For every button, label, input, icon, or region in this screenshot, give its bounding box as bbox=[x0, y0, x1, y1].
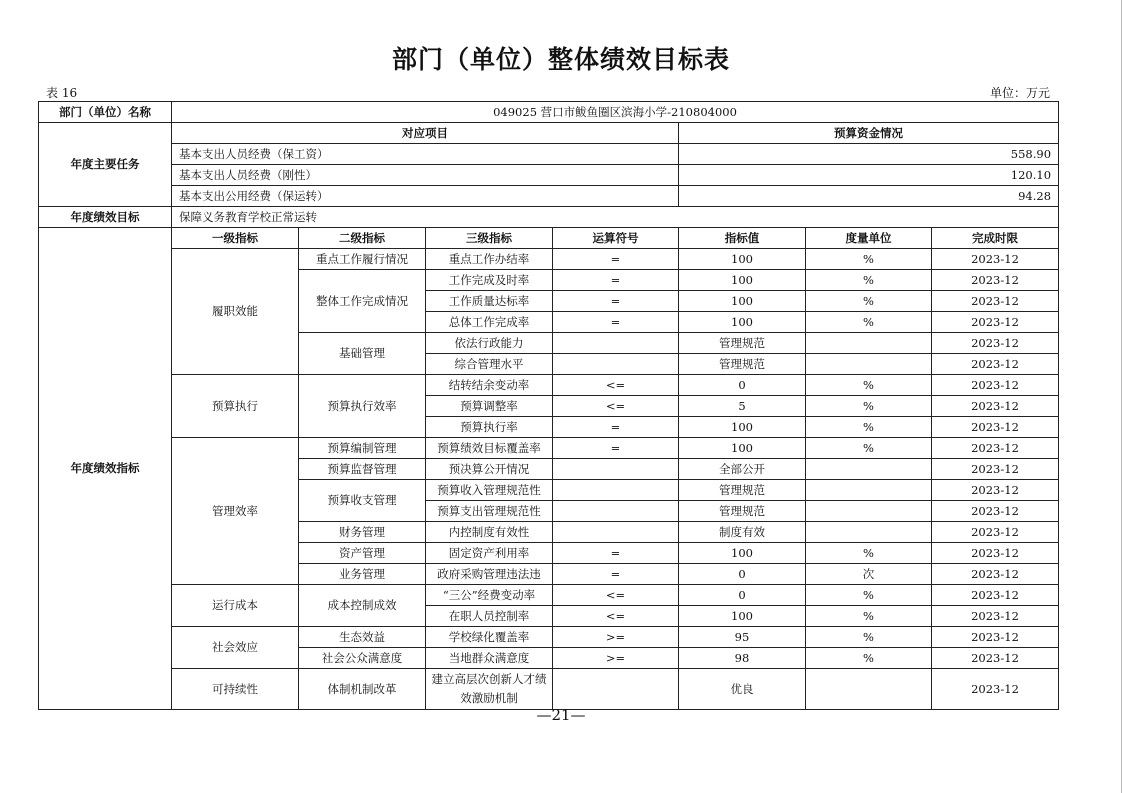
level2-cell: 预算监督管理 bbox=[299, 459, 426, 480]
level2-cell: 社会公众满意度 bbox=[299, 648, 426, 669]
level2-cell: 重点工作履行情况 bbox=[299, 249, 426, 270]
deadline-cell: 2023-12 bbox=[932, 459, 1059, 480]
goal-row bbox=[39, 207, 1059, 228]
page-title: 部门（单位）整体绩效目标表 bbox=[391, 45, 730, 74]
indicator-row bbox=[39, 669, 1059, 710]
level3-cell: 固定资产利用率 bbox=[426, 543, 553, 564]
value-cell: 100 bbox=[679, 249, 806, 270]
operator-cell bbox=[553, 669, 679, 710]
level2-cell: 资产管理 bbox=[299, 543, 426, 564]
deadline-cell: 2023-12 bbox=[932, 438, 1059, 459]
level3-cell: 预算执行率 bbox=[426, 417, 553, 438]
level2-cell: 预算编制管理 bbox=[299, 438, 426, 459]
level1-cell: 管理效率 bbox=[172, 438, 299, 585]
tasks-label: 年度主要任务 bbox=[39, 123, 172, 207]
unit-cell bbox=[806, 501, 932, 522]
level3-cell: “三公”经费变动率 bbox=[426, 585, 553, 606]
task-row bbox=[39, 144, 1059, 165]
level3-cell: 工作质量达标率 bbox=[426, 291, 553, 312]
value-cell: 100 bbox=[679, 291, 806, 312]
indicator-row bbox=[39, 375, 1059, 396]
task-amount: 120.10 bbox=[679, 165, 1059, 186]
unit-cell bbox=[806, 669, 932, 710]
deadline-cell: 2023-12 bbox=[932, 333, 1059, 354]
operator-cell: = bbox=[553, 291, 679, 312]
unit-cell bbox=[806, 333, 932, 354]
deadline-cell: 2023-12 bbox=[932, 270, 1059, 291]
unit-cell bbox=[806, 354, 932, 375]
deadline-cell: 2023-12 bbox=[932, 312, 1059, 333]
value-cell: 全部公开 bbox=[679, 459, 806, 480]
unit-cell: % bbox=[806, 438, 932, 459]
performance-table bbox=[38, 101, 1059, 710]
deadline-cell: 2023-12 bbox=[932, 564, 1059, 585]
indicator-row bbox=[39, 627, 1059, 648]
task-row bbox=[39, 165, 1059, 186]
indicators-label: 年度绩效指标 bbox=[39, 228, 172, 710]
unit-cell: % bbox=[806, 585, 932, 606]
unit-cell: % bbox=[806, 249, 932, 270]
deadline-cell: 2023-12 bbox=[932, 375, 1059, 396]
operator-cell: <= bbox=[553, 396, 679, 417]
level3-cell: 建立高层次创新人才绩效激励机制 bbox=[426, 669, 553, 710]
value-cell: 100 bbox=[679, 312, 806, 333]
value-cell: 98 bbox=[679, 648, 806, 669]
operator-cell: = bbox=[553, 249, 679, 270]
level2-cell: 基础管理 bbox=[299, 333, 426, 375]
level3-cell: 重点工作办结率 bbox=[426, 249, 553, 270]
unit-cell: % bbox=[806, 270, 932, 291]
value-cell: 100 bbox=[679, 417, 806, 438]
deadline-cell: 2023-12 bbox=[932, 648, 1059, 669]
operator-cell: = bbox=[553, 564, 679, 585]
deadline-cell: 2023-12 bbox=[932, 606, 1059, 627]
dept-value: 049025 营口市鲅鱼圈区滨海小学-210804000 bbox=[172, 102, 1059, 123]
unit-cell bbox=[806, 522, 932, 543]
task-row bbox=[39, 186, 1059, 207]
value-cell: 0 bbox=[679, 375, 806, 396]
operator-cell bbox=[553, 459, 679, 480]
task-item: 基本支出人员经费（刚性） bbox=[172, 165, 679, 186]
deadline-cell: 2023-12 bbox=[932, 249, 1059, 270]
value-cell: 100 bbox=[679, 438, 806, 459]
level3-cell: 预算支出管理规范性 bbox=[426, 501, 553, 522]
unit-cell: % bbox=[806, 543, 932, 564]
unit-cell: % bbox=[806, 291, 932, 312]
operator-cell: <= bbox=[553, 606, 679, 627]
unit-cell: % bbox=[806, 648, 932, 669]
level2-cell: 体制机制改革 bbox=[299, 669, 426, 710]
table-number: 表 16 bbox=[46, 86, 78, 100]
tasks-header-row bbox=[39, 123, 1059, 144]
indicator-row bbox=[39, 585, 1059, 606]
deadline-cell: 2023-12 bbox=[932, 354, 1059, 375]
level2-cell: 成本控制成效 bbox=[299, 585, 426, 627]
deadline-cell: 2023-12 bbox=[932, 480, 1059, 501]
level3-cell: 预算调整率 bbox=[426, 396, 553, 417]
level3-cell: 学校绿化覆盖率 bbox=[426, 627, 553, 648]
value-cell: 100 bbox=[679, 606, 806, 627]
level3-cell: 综合管理水平 bbox=[426, 354, 553, 375]
col-value: 指标值 bbox=[679, 228, 806, 249]
unit-cell: % bbox=[806, 375, 932, 396]
col-operator: 运算符号 bbox=[553, 228, 679, 249]
level2-cell: 财务管理 bbox=[299, 522, 426, 543]
unit-cell bbox=[806, 459, 932, 480]
col-unit: 度量单位 bbox=[806, 228, 932, 249]
level2-cell: 业务管理 bbox=[299, 564, 426, 585]
value-cell: 优良 bbox=[679, 669, 806, 710]
operator-cell: = bbox=[553, 543, 679, 564]
col-deadline: 完成时限 bbox=[932, 228, 1059, 249]
level3-cell: 内控制度有效性 bbox=[426, 522, 553, 543]
operator-cell: = bbox=[553, 438, 679, 459]
deadline-cell: 2023-12 bbox=[932, 396, 1059, 417]
unit-cell: 次 bbox=[806, 564, 932, 585]
col-level1: 一级指标 bbox=[172, 228, 299, 249]
level1-cell: 预算执行 bbox=[172, 375, 299, 438]
value-cell: 100 bbox=[679, 543, 806, 564]
deadline-cell: 2023-12 bbox=[932, 669, 1059, 710]
level3-cell: 预算收入管理规范性 bbox=[426, 480, 553, 501]
level3-cell: 预决算公开情况 bbox=[426, 459, 553, 480]
operator-cell bbox=[553, 480, 679, 501]
goal-label: 年度绩效目标 bbox=[39, 207, 172, 228]
operator-cell: <= bbox=[553, 375, 679, 396]
unit-cell: % bbox=[806, 627, 932, 648]
level2-cell: 生态效益 bbox=[299, 627, 426, 648]
value-cell: 0 bbox=[679, 585, 806, 606]
level1-cell: 可持续性 bbox=[172, 669, 299, 710]
value-cell: 管理规范 bbox=[679, 333, 806, 354]
page-number: —21— bbox=[536, 706, 586, 724]
deadline-cell: 2023-12 bbox=[932, 501, 1059, 522]
operator-cell: = bbox=[553, 270, 679, 291]
deadline-cell: 2023-12 bbox=[932, 585, 1059, 606]
operator-cell: <= bbox=[553, 585, 679, 606]
tasks-col-item: 对应项目 bbox=[172, 123, 679, 144]
task-item: 基本支出人员经费（保工资） bbox=[172, 144, 679, 165]
col-level3: 三级指标 bbox=[426, 228, 553, 249]
operator-cell bbox=[553, 501, 679, 522]
level3-cell: 预算绩效目标覆盖率 bbox=[426, 438, 553, 459]
value-cell: 0 bbox=[679, 564, 806, 585]
dept-label: 部门（单位）名称 bbox=[39, 102, 172, 123]
unit-cell: % bbox=[806, 396, 932, 417]
value-cell: 管理规范 bbox=[679, 501, 806, 522]
level1-cell: 履职效能 bbox=[172, 249, 299, 375]
value-cell: 95 bbox=[679, 627, 806, 648]
goal-value: 保障义务教育学校正常运转 bbox=[172, 207, 1059, 228]
unit-cell bbox=[806, 480, 932, 501]
deadline-cell: 2023-12 bbox=[932, 627, 1059, 648]
task-amount: 558.90 bbox=[679, 144, 1059, 165]
operator-cell: = bbox=[553, 312, 679, 333]
level3-cell: 在职人员控制率 bbox=[426, 606, 553, 627]
indicator-header-row bbox=[39, 228, 1059, 249]
value-cell: 5 bbox=[679, 396, 806, 417]
task-item: 基本支出公用经费（保运转） bbox=[172, 186, 679, 207]
operator-cell: = bbox=[553, 417, 679, 438]
level3-cell: 依法行政能力 bbox=[426, 333, 553, 354]
deadline-cell: 2023-12 bbox=[932, 417, 1059, 438]
operator-cell: >= bbox=[553, 648, 679, 669]
unit-label: 单位：万元 bbox=[989, 86, 1050, 100]
unit-cell: % bbox=[806, 312, 932, 333]
level1-cell: 运行成本 bbox=[172, 585, 299, 627]
operator-cell bbox=[553, 522, 679, 543]
level2-cell: 整体工作完成情况 bbox=[299, 270, 426, 333]
indicator-row bbox=[39, 438, 1059, 459]
unit-cell: % bbox=[806, 417, 932, 438]
tasks-col-budget: 预算资金情况 bbox=[679, 123, 1059, 144]
value-cell: 管理规范 bbox=[679, 354, 806, 375]
level3-cell: 结转结余变动率 bbox=[426, 375, 553, 396]
level3-cell: 总体工作完成率 bbox=[426, 312, 553, 333]
deadline-cell: 2023-12 bbox=[932, 543, 1059, 564]
indicator-row bbox=[39, 249, 1059, 270]
task-amount: 94.28 bbox=[679, 186, 1059, 207]
unit-cell: % bbox=[806, 606, 932, 627]
level2-cell: 预算收支管理 bbox=[299, 480, 426, 522]
col-level2: 二级指标 bbox=[299, 228, 426, 249]
value-cell: 制度有效 bbox=[679, 522, 806, 543]
operator-cell bbox=[553, 333, 679, 354]
level3-cell: 政府采购管理违法违 bbox=[426, 564, 553, 585]
level1-cell: 社会效应 bbox=[172, 627, 299, 669]
operator-cell: >= bbox=[553, 627, 679, 648]
deadline-cell: 2023-12 bbox=[932, 291, 1059, 312]
operator-cell bbox=[553, 354, 679, 375]
level3-cell: 工作完成及时率 bbox=[426, 270, 553, 291]
dept-row bbox=[39, 102, 1059, 123]
level3-cell: 当地群众满意度 bbox=[426, 648, 553, 669]
level2-cell: 预算执行效率 bbox=[299, 375, 426, 438]
deadline-cell: 2023-12 bbox=[932, 522, 1059, 543]
value-cell: 100 bbox=[679, 270, 806, 291]
value-cell: 管理规范 bbox=[679, 480, 806, 501]
